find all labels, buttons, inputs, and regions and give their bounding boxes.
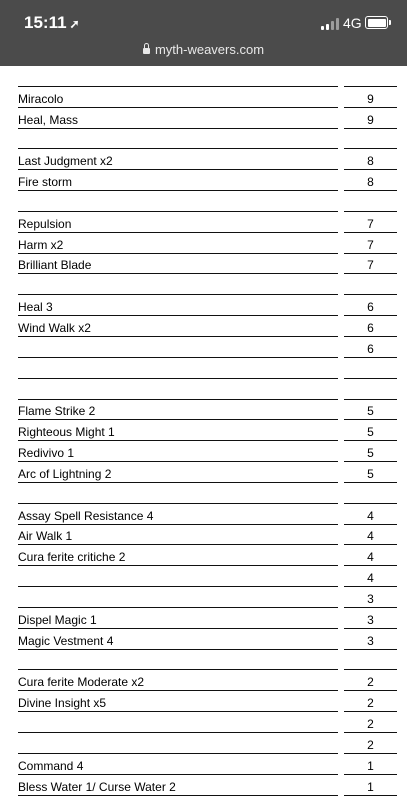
- spell-name-field[interactable]: Command 4: [18, 754, 338, 775]
- spell-row: [0, 337, 407, 358]
- spell-row: [0, 441, 407, 462]
- spell-level-field[interactable]: 3: [344, 629, 397, 650]
- spell-name-field[interactable]: [18, 128, 338, 149]
- spell-level-field[interactable]: [344, 128, 397, 149]
- spell-level-field[interactable]: [344, 191, 397, 212]
- spell-name-field[interactable]: Flame Strike 2: [18, 399, 338, 420]
- spell-row: [0, 566, 407, 587]
- spell-level-field[interactable]: 8: [344, 149, 397, 170]
- spell-name-field[interactable]: Miracolo: [18, 87, 338, 108]
- spell-level-field[interactable]: 4: [344, 524, 397, 545]
- spell-level-field[interactable]: 2: [344, 670, 397, 691]
- spell-level-field[interactable]: [344, 274, 397, 295]
- spell-row: [0, 295, 407, 316]
- spell-row: [0, 504, 407, 525]
- spell-level-field[interactable]: 9: [344, 108, 397, 129]
- spell-row: [0, 483, 407, 504]
- spell-name-field[interactable]: [18, 274, 338, 295]
- spell-row: [0, 462, 407, 483]
- spell-row: [0, 191, 407, 212]
- spell-level-field[interactable]: 1: [344, 775, 397, 796]
- spell-name-field[interactable]: Dispel Magic 1: [18, 608, 338, 629]
- spell-level-field[interactable]: 6: [344, 295, 397, 316]
- spell-row: [0, 212, 407, 233]
- spell-name-field[interactable]: Brilliant Blade: [18, 253, 338, 274]
- spell-level-field[interactable]: [344, 649, 397, 670]
- spell-level-field[interactable]: 4: [344, 504, 397, 525]
- spell-name-field[interactable]: [18, 358, 338, 379]
- spell-row: [0, 608, 407, 629]
- spell-level-field[interactable]: 1: [344, 754, 397, 775]
- lock-icon: [143, 48, 150, 54]
- spell-row: [0, 712, 407, 733]
- spell-name-field[interactable]: Heal, Mass: [18, 108, 338, 129]
- spell-level-field[interactable]: 7: [344, 233, 397, 254]
- spell-level-field[interactable]: 6: [344, 337, 397, 358]
- spell-row: [0, 149, 407, 170]
- spell-level-field[interactable]: 2: [344, 691, 397, 712]
- location-arrow-icon: ➚: [69, 17, 80, 31]
- spell-level-field[interactable]: 7: [344, 253, 397, 274]
- spell-level-field[interactable]: 7: [344, 212, 397, 233]
- spell-level-field[interactable]: 9: [344, 87, 397, 108]
- spell-row: [0, 87, 407, 108]
- spell-row: [0, 379, 407, 400]
- spell-name-field[interactable]: [18, 337, 338, 358]
- spell-name-field[interactable]: Magic Vestment 4: [18, 629, 338, 650]
- spell-name-field[interactable]: Righteous Might 1: [18, 420, 338, 441]
- spell-level-field[interactable]: 5: [344, 399, 397, 420]
- spell-name-field[interactable]: [18, 712, 338, 733]
- spell-level-field[interactable]: 5: [344, 420, 397, 441]
- spell-level-field[interactable]: 8: [344, 170, 397, 191]
- spell-level-field[interactable]: [344, 379, 397, 400]
- spell-name-field[interactable]: Heal 3: [18, 295, 338, 316]
- spell-name-field[interactable]: [18, 483, 338, 504]
- spell-row: [0, 587, 407, 608]
- spell-level-field[interactable]: 3: [344, 608, 397, 629]
- spell-level-field[interactable]: [344, 483, 397, 504]
- spell-row: [0, 545, 407, 566]
- spell-name-field[interactable]: Assay Spell Resistance 4: [18, 504, 338, 525]
- spell-level-field[interactable]: [344, 358, 397, 379]
- spell-row: [0, 629, 407, 650]
- spell-row: [0, 650, 407, 671]
- spell-row: [0, 400, 407, 421]
- spell-row: [0, 316, 407, 337]
- spell-level-field[interactable]: 2: [344, 733, 397, 754]
- spell-name-field[interactable]: Fire storm: [18, 170, 338, 191]
- spell-name-field[interactable]: Cura ferite Moderate x2: [18, 670, 338, 691]
- signal-bars-icon: [321, 18, 339, 30]
- spell-name-field[interactable]: Redivivo 1: [18, 441, 338, 462]
- spell-list: [0, 66, 407, 796]
- spell-row: [0, 691, 407, 712]
- spell-row: [0, 670, 407, 691]
- spell-row: [0, 358, 407, 379]
- spell-row: [0, 775, 407, 796]
- spell-name-field[interactable]: [18, 649, 338, 670]
- address-domain: myth-weavers.com: [154, 42, 265, 57]
- spell-name-field[interactable]: [18, 733, 338, 754]
- spell-row: [0, 525, 407, 546]
- spell-name-field[interactable]: Arc of Lightning 2: [18, 462, 338, 483]
- spell-level-field[interactable]: 2: [344, 712, 397, 733]
- spell-level-field[interactable]: 5: [344, 462, 397, 483]
- spell-row: [0, 170, 407, 191]
- battery-icon: [365, 16, 388, 29]
- spell-row: [0, 254, 407, 275]
- clock: [24, 13, 80, 33]
- spell-name-field[interactable]: Wind Walk x2: [18, 316, 338, 337]
- spell-level-field[interactable]: 6: [344, 316, 397, 337]
- spell-name-field[interactable]: [18, 566, 338, 587]
- spell-row: [0, 233, 407, 254]
- spell-name-field[interactable]: [18, 191, 338, 212]
- spell-level-field[interactable]: 5: [344, 441, 397, 462]
- spell-row: [0, 274, 407, 295]
- spell-row: [0, 108, 407, 129]
- spell-name-field[interactable]: [18, 66, 338, 87]
- spell-name-field[interactable]: Air Walk 1: [18, 524, 338, 545]
- spell-level-field[interactable]: 4: [344, 566, 397, 587]
- browser-status-bar: [0, 0, 407, 66]
- spell-name-field[interactable]: [18, 379, 338, 400]
- network-type: 4G: [343, 15, 362, 31]
- spell-row: [0, 66, 407, 87]
- spell-level-field[interactable]: 4: [344, 545, 397, 566]
- spell-level-field[interactable]: 3: [344, 587, 397, 608]
- spell-row: [0, 733, 407, 754]
- spell-row: [0, 420, 407, 441]
- spell-name-field[interactable]: Repulsion: [18, 212, 338, 233]
- spell-name-field[interactable]: Last Judgment x2: [18, 149, 338, 170]
- clock-time: 15:11: [24, 13, 67, 32]
- spell-name-field[interactable]: Harm x2: [18, 233, 338, 254]
- address-bar[interactable]: [0, 42, 407, 57]
- spell-level-field[interactable]: [344, 66, 397, 87]
- spell-row: [0, 754, 407, 775]
- spell-name-field[interactable]: Divine Insight x5: [18, 691, 338, 712]
- spell-name-field[interactable]: Bless Water 1/ Curse Water 2: [18, 775, 338, 796]
- spell-name-field[interactable]: [18, 587, 338, 608]
- spell-row: [0, 129, 407, 150]
- spell-name-field[interactable]: Cura ferite critiche 2: [18, 545, 338, 566]
